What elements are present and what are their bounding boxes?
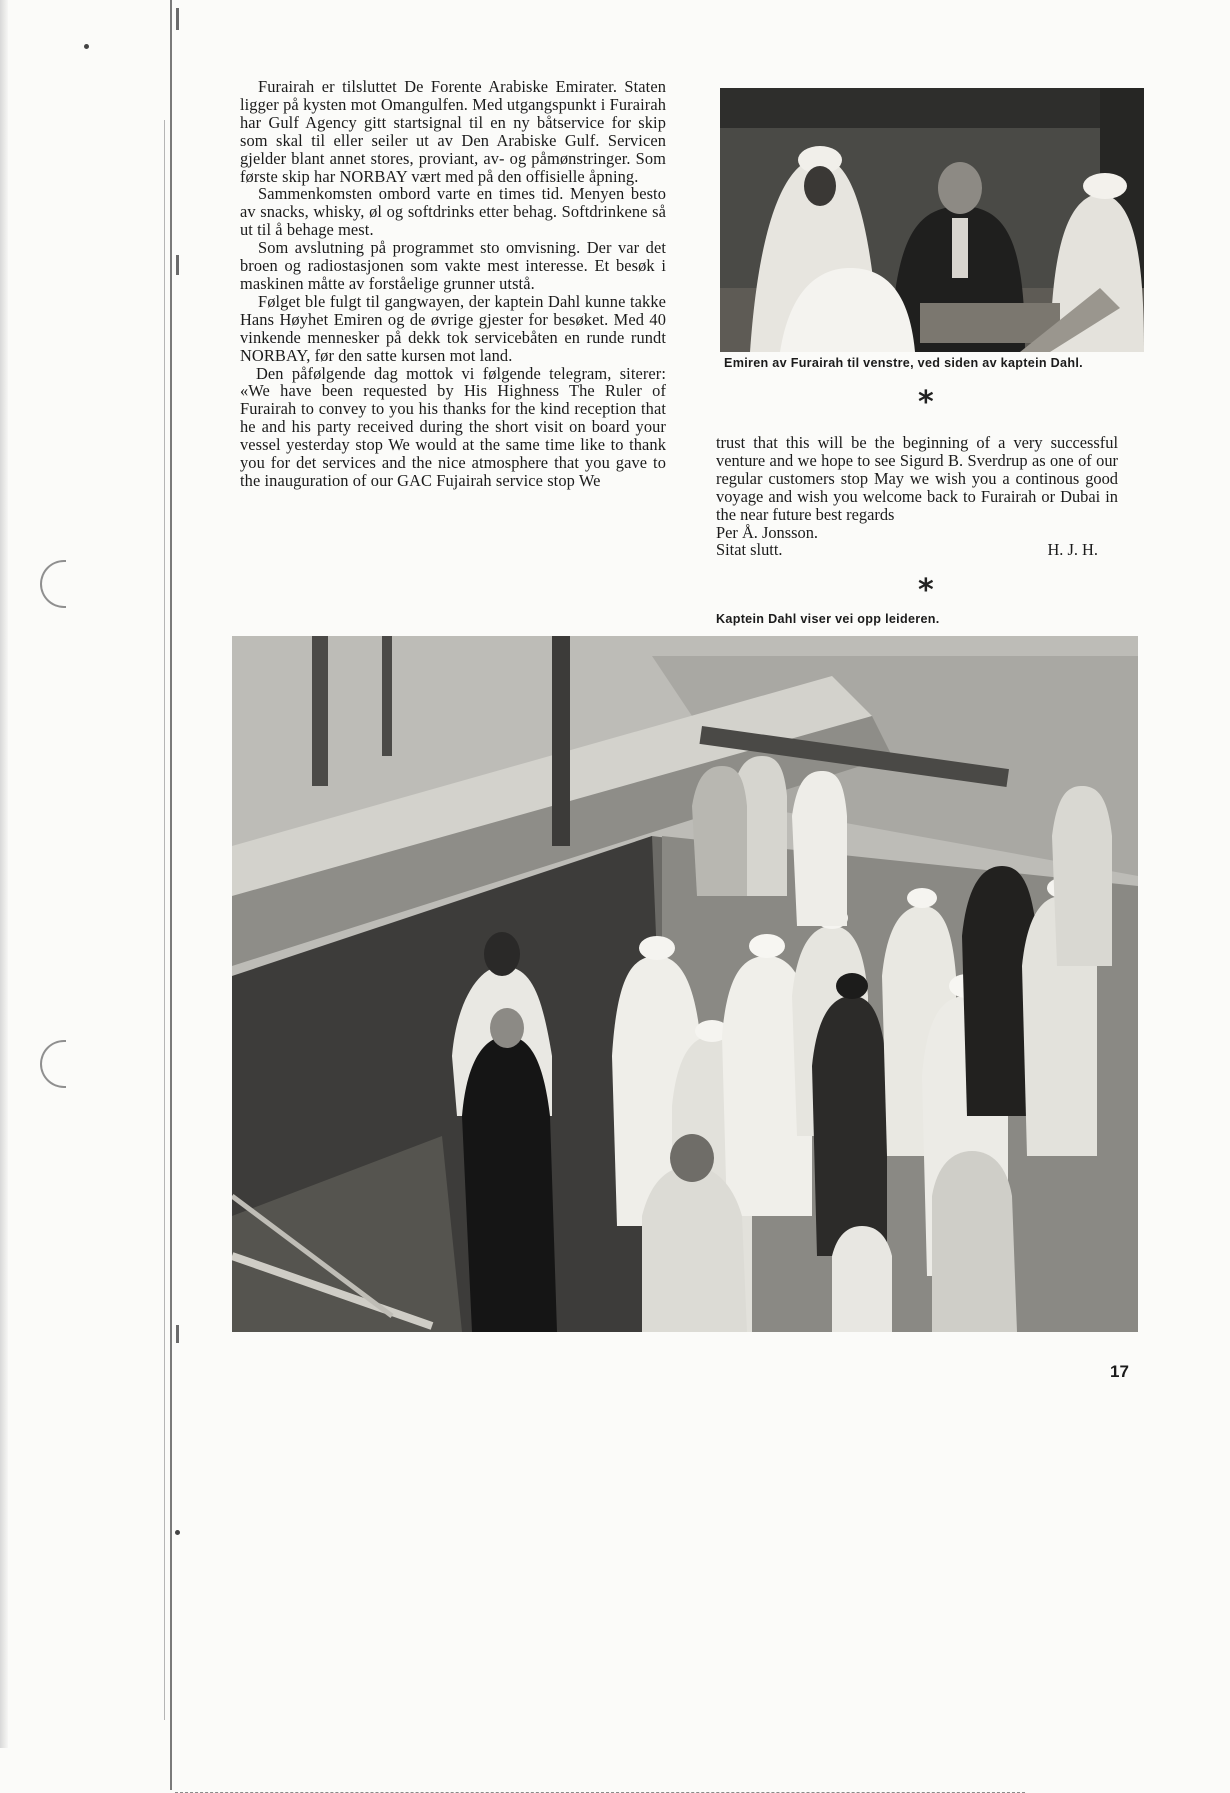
article-right-column [716,434,1118,559]
section-asterisk: * [918,385,934,420]
telegram-sender: Per Å. Jonsson. [716,522,818,542]
binding-shadow [164,120,165,1720]
scan-speck [175,1530,180,1535]
punch-hole [40,1040,66,1088]
top-photo-caption: Emiren av Furairah til venstre, ved siden av kaptein Dahl. [724,356,1083,370]
telegram-paragraph: Den påfølgende dag mottok vi følgende telegram, siterer: «We have been requested by His Highness The Ruler of Furairah to convey to you his thanks for the kind reception that he and his party received during the short visit on board your vessel yesterday stop We would at the same time like to thank you for det services and the nice atmosphere that you gave to the inauguration of our GAC Fujairah service stop We [240,363,666,490]
scan-edge [0,0,8,1748]
scan-mark [176,255,179,275]
article-paragraph: Sammenkomsten ombord varte en times tid. Menyen besto av snacks, whisky, øl og softdrinks etter behag. Softdrinkene så ut til å behage mest. [240,184,666,240]
page-number: 17 [1110,1362,1129,1381]
emir-photo [720,88,1144,352]
article-paragraph: Som avslutning på programmet sto omvisning. Der var det broen og radiostasjonen som vakte mest interesse. Et besøk i maskinen måtte av forståelige grunner utstå. [240,238,666,293]
scan-speck [84,44,89,49]
article-paragraph: Furairah er tilsluttet De Forente Arabiske Emirater. Staten ligger på kysten mot Omangulfen. Med utgangspunkt i Furairah har Gulf Agency gitt startsignal til en ny båtservice for skip som skal til eller seiler ut av Den Arabiske Gulf. Servicen gjelder blant annet stores, proviant, av- og påmønstringer. Som første skip har NORBAY vært med på den offisielle åpning. [240,77,666,186]
article-paragraph: Følget ble fulgt til gangwayen, der kaptein Dahl kunne takke Hans Høyhet Emiren og de øvrige gjester for besøket. Med 40 vinkende mennesker på dekk tok servicebåten en runde rundt NORBAY, før den satte kursen mot land. [240,291,666,365]
gangway-photo [232,636,1138,1332]
quote-end: Sitat slutt. [716,540,783,560]
scan-mark [176,1325,179,1343]
binding-line [170,0,172,1790]
punch-hole [40,560,66,608]
article-left-column [240,78,666,490]
telegram-continuation: trust that this will be the beginning of a very successful venture and we hope to see Sigurd B. Sverdrup as one of our regular customers stop May we wish you a continous good voyage and wish you welcome back to Furairah or Dubai in the near future best regards [716,433,1118,524]
bottom-photo-caption: Kaptein Dahl viser vei opp leideren. [716,612,940,626]
scan-mark [176,8,179,30]
section-asterisk: * [918,573,934,608]
author-initials: H. J. H. [1047,540,1098,560]
